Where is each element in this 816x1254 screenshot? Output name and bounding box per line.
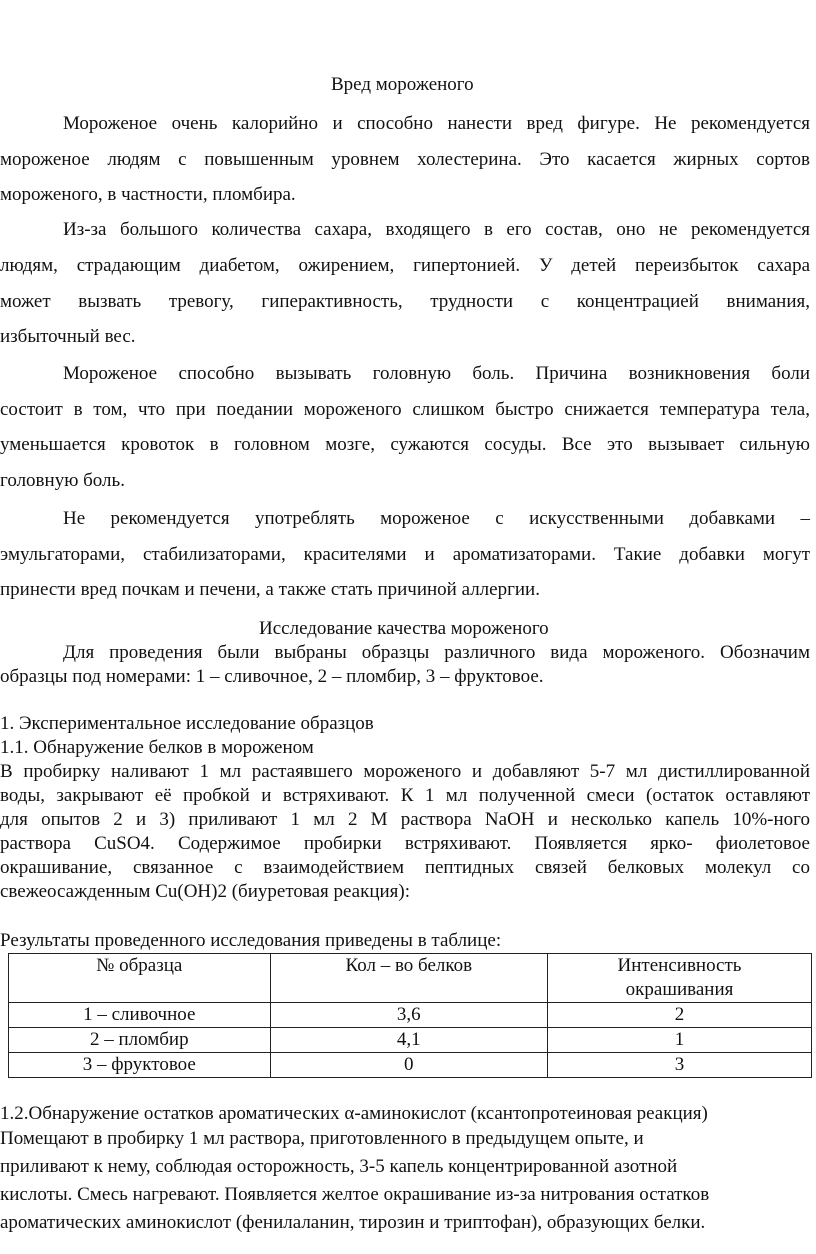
amino-line: ароматических аминокислот (фенилаланин, тирозин и триптофан), образующих белки.	[0, 1212, 706, 1233]
proteins-line: окрашивание, связанное с взаимодействием пептидных связей белковых молекул со	[0, 857, 810, 878]
paragraph-line: эмульгаторами, стабилизаторами, красителями и ароматизаторами. Такие добавки могут	[0, 544, 810, 565]
paragraph-line: состоит в том, что при поедании мороженого слишком быстро снижается температура тела,	[0, 399, 810, 420]
intro-line: образцы под номерами: 1 – сливочное, 2 – пломбир, 3 – фруктовое.	[0, 666, 544, 687]
amino-line: приливают к нему, соблюдая осторожность, 3-5 капель концентрированной азотной	[0, 1156, 678, 1177]
paragraph-line: уменьшается кровоток в головном мозге, сужаются сосуды. Все это вызывает сильную	[0, 434, 810, 455]
heading-amino-acids: 1.2.Обнаружение остатков ароматических α-аминокислот (ксантопротеиновая реакция)	[0, 1103, 708, 1124]
paragraph-line: Мороженое способно вызывать головную боль. Причина возникновения боли	[63, 363, 810, 384]
paragraph-line: людям, страдающим диабетом, ожирением, гипертонией. У детей переизбыток сахара	[0, 255, 810, 276]
paragraph-line: избыточный вес.	[0, 326, 136, 347]
proteins-line: воды, закрывают её пробкой и встряхивают. К 1 мл полученной смеси (остаток оставляют	[0, 785, 810, 806]
table-row	[9, 1053, 812, 1078]
table-cell: 0	[270, 1053, 547, 1078]
table-cell: 1 – сливочное	[9, 1003, 271, 1028]
paragraph-line: принести вред почкам и печени, а также стать причиной аллергии.	[0, 579, 540, 600]
table-cell: 4,1	[270, 1028, 547, 1053]
proteins-line: свежеосажденным Cu(OH)2 (биуретовая реакция):	[0, 881, 411, 902]
table-cell: 3 – фруктовое	[9, 1053, 271, 1078]
section-title: Исследование качества мороженого	[259, 618, 549, 639]
heading-proteins: 1.1. Обнаружение белков в мороженом	[0, 737, 314, 758]
amino-line: Помещают в пробирку 1 мл раствора, приготовленного в предыдущем опыте, и	[0, 1128, 644, 1149]
table-cell: 3,6	[270, 1003, 547, 1028]
table-cell: 1	[548, 1028, 812, 1053]
paragraph-line: мороженого, в частности, пломбира.	[0, 184, 296, 205]
paragraph-line: Мороженое очень калорийно и способно нанести вред фигуре. Не рекомендуется	[63, 113, 810, 134]
proteins-line: В пробирку наливают 1 мл растаявшего мороженого и добавляют 5-7 мл дистиллированной	[0, 761, 810, 782]
table-row	[9, 1028, 812, 1053]
table-header-cell: Кол – во белков	[270, 954, 547, 1003]
results-table	[8, 953, 812, 1078]
table-caption: Результаты проведенного исследования приведены в таблице:	[0, 930, 502, 951]
table-header-cell: № образца	[9, 954, 271, 1003]
paragraph-line: Не рекомендуется употреблять мороженое с искусственными добавками –	[63, 508, 810, 529]
table-header-row	[9, 954, 812, 1003]
table-cell: 2 – пломбир	[9, 1028, 271, 1053]
amino-line: кислоты. Смесь нагревают. Появляется желтое окрашивание из-за нитрования остатков	[0, 1184, 710, 1205]
paragraph-line: головную боль.	[0, 470, 125, 491]
intro-line: Для проведения были выбраны образцы различного вида мороженого. Обозначим	[63, 642, 810, 663]
table-header-cell: Интенсивность окрашивания	[548, 954, 812, 1003]
proteins-line: раствора CuSO4. Содержимое пробирки встряхивают. Появляется ярко- фиолетовое	[0, 833, 810, 854]
paragraph-line: может вызвать тревогу, гиперактивность, трудности с концентрацией внимания,	[0, 291, 810, 312]
table-cell: 2	[548, 1003, 812, 1028]
paragraph-line: мороженое людям с повышенным уровнем холестерина. Это касается жирных сортов	[0, 149, 810, 170]
table-row	[9, 1003, 812, 1028]
table-cell: 3	[548, 1053, 812, 1078]
proteins-line: для опытов 2 и 3) приливают 1 мл 2 М раствора NaOH и несколько капель 10%-ного	[0, 809, 810, 830]
heading-experimental: 1. Экспериментальное исследование образцов	[0, 713, 374, 734]
page-title: Вред мороженого	[331, 74, 474, 95]
paragraph-line: Из-за большого количества сахара, входящего в его состав, оно не рекомендуется	[63, 219, 810, 240]
